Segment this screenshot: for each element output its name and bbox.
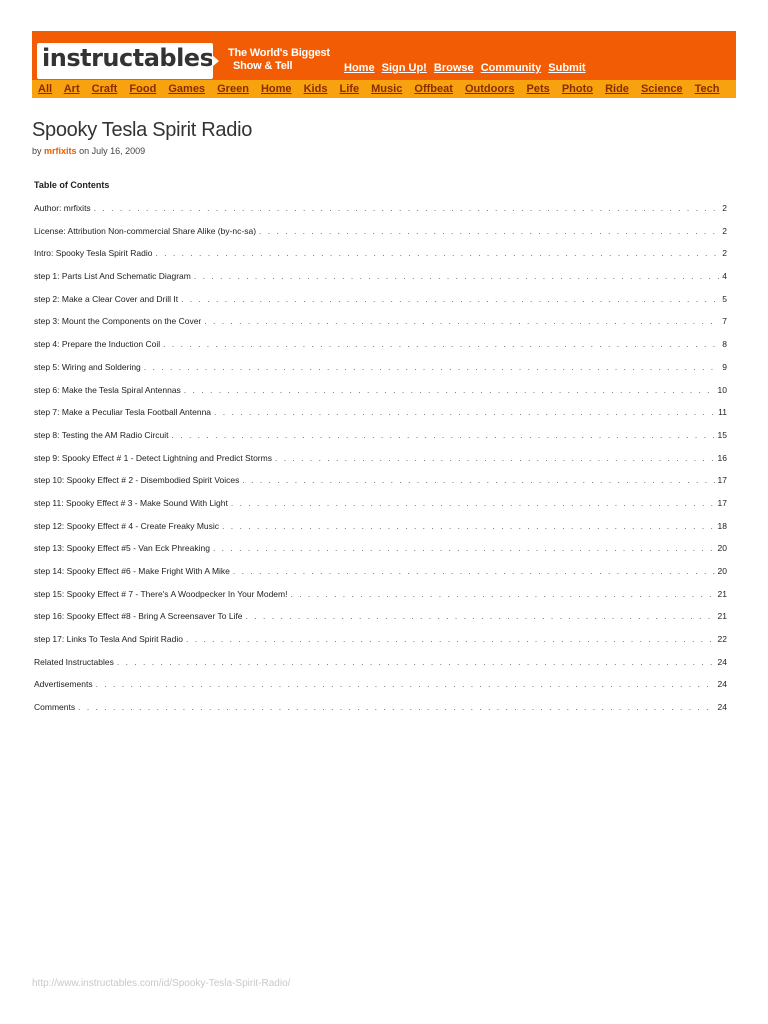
toc-entry[interactable] — [34, 498, 727, 521]
nav-link-home[interactable]: Home — [344, 62, 375, 74]
toc-entry[interactable] — [34, 521, 727, 544]
toc-leader-dots — [231, 498, 715, 508]
toc-leader-dots — [204, 316, 719, 326]
category-link-pets[interactable]: Pets — [526, 83, 550, 95]
toc-entry[interactable] — [34, 589, 727, 612]
toc-entry[interactable] — [34, 294, 727, 317]
toc-entry-label: step 9: Spooky Effect # 1 - Detect Lightning and Predict Storms — [34, 452, 272, 463]
nav-link-submit[interactable]: Submit — [548, 62, 586, 74]
toc-leader-dots — [246, 611, 715, 621]
toc-leader-dots — [242, 475, 714, 485]
toc-leader-dots — [94, 203, 720, 213]
toc-entry-label: step 15: Spooky Effect # 7 - There's A Woodpecker In Your Modem! — [34, 588, 288, 599]
nav-link-sign-up[interactable]: Sign Up! — [381, 62, 427, 74]
toc-entry[interactable] — [34, 362, 727, 385]
toc-leader-dots — [222, 521, 714, 531]
toc-entry[interactable] — [34, 385, 727, 408]
toc-page-number: 18 — [717, 520, 727, 531]
toc-entry-label: Related Instructables — [34, 656, 114, 667]
category-link-all[interactable]: All — [38, 83, 53, 95]
toc-entry-label: step 4: Prepare the Induction Coil — [34, 339, 161, 350]
category-link-home[interactable]: Home — [260, 83, 292, 95]
table-of-contents — [34, 203, 727, 725]
toc-entry[interactable] — [34, 430, 727, 453]
toc-page-number: 17 — [717, 475, 727, 486]
toc-entry-label: Intro: Spooky Tesla Spirit Radio — [34, 248, 153, 259]
toc-entry[interactable] — [34, 339, 727, 362]
toc-leader-dots — [184, 385, 715, 395]
category-link-tech[interactable]: Tech — [694, 83, 720, 95]
toc-page-number: 17 — [717, 497, 727, 508]
byline — [32, 146, 145, 156]
toc-page-number: 2 — [722, 248, 727, 259]
toc-entry[interactable] — [34, 453, 727, 476]
toc-entry[interactable] — [34, 271, 727, 294]
logo-text: instructables — [42, 44, 214, 72]
toc-entry-label: License: Attribution Non-commercial Share Alike (by-nc-sa) — [34, 225, 257, 236]
category-link-offbeat[interactable]: Offbeat — [414, 83, 453, 95]
toc-entry-label: step 10: Spooky Effect # 2 - Disembodied Spirit Voices — [34, 475, 240, 486]
toc-leader-dots — [144, 362, 719, 372]
toc-page-number: 5 — [722, 293, 727, 304]
toc-leader-dots — [96, 679, 715, 689]
nav-link-browse[interactable]: Browse — [433, 62, 474, 74]
toc-page-number: 7 — [722, 316, 727, 327]
toc-entry[interactable] — [34, 611, 727, 634]
category-link-green[interactable]: Green — [217, 83, 249, 95]
toc-leader-dots — [78, 702, 714, 712]
toc-leader-dots — [213, 543, 715, 553]
toc-entry[interactable] — [34, 407, 727, 430]
toc-entry-label: step 6: Make the Tesla Spiral Antennas — [34, 384, 181, 395]
toc-entry[interactable] — [34, 316, 727, 339]
toc-entry[interactable] — [34, 248, 727, 271]
toc-leader-dots — [117, 657, 715, 667]
category-link-outdoors[interactable]: Outdoors — [464, 83, 515, 95]
site-logo[interactable] — [37, 43, 213, 79]
toc-leader-dots — [186, 634, 715, 644]
publish-date: on July 16, 2009 — [79, 146, 146, 156]
toc-page-number: 4 — [722, 271, 727, 282]
toc-leader-dots — [172, 430, 715, 440]
toc-page-number: 22 — [717, 634, 727, 645]
category-link-art[interactable]: Art — [63, 83, 80, 95]
top-nav — [344, 62, 590, 74]
author-link[interactable]: mrfixits — [44, 146, 77, 156]
toc-entry-label: Advertisements — [34, 679, 93, 690]
category-bar — [32, 80, 736, 98]
toc-leader-dots — [155, 248, 719, 258]
toc-leader-dots — [259, 226, 719, 236]
toc-entry[interactable] — [34, 475, 727, 498]
category-link-science[interactable]: Science — [640, 83, 683, 95]
toc-page-number: 8 — [722, 339, 727, 350]
toc-page-number: 20 — [717, 566, 727, 576]
toc-page-number: 24 — [717, 679, 727, 690]
toc-entry-label: step 8: Testing the AM Radio Circuit — [34, 429, 169, 440]
toc-entry-label: step 12: Spooky Effect # 4 - Create Freaky Music — [34, 520, 220, 531]
toc-entry[interactable] — [34, 543, 727, 566]
toc-entry-label: step 2: Make a Clear Cover and Drill It — [34, 293, 179, 304]
toc-page-number: 21 — [717, 611, 727, 622]
tagline — [228, 47, 330, 73]
tagline-line-2: Show & Tell — [233, 60, 293, 72]
category-link-ride[interactable]: Ride — [605, 83, 629, 95]
toc-leader-dots — [194, 271, 719, 281]
toc-entry[interactable] — [34, 203, 727, 226]
toc-page-number: 21 — [717, 588, 727, 599]
toc-entry-label: step 13: Spooky Effect #5 - Van Eck Phreaking — [34, 543, 210, 554]
toc-entry-label: step 16: Spooky Effect #8 - Bring A Screensaver To Life — [34, 611, 243, 622]
toc-entry[interactable] — [34, 679, 727, 702]
toc-entry[interactable] — [34, 226, 727, 249]
toc-entry-label: step 5: Wiring and Soldering — [34, 361, 141, 372]
toc-page-number: 2 — [722, 225, 727, 236]
category-link-life[interactable]: Life — [339, 83, 360, 95]
toc-entry-label: step 1: Parts List And Schematic Diagram — [34, 271, 191, 282]
toc-page-number: 15 — [717, 429, 727, 440]
toc-leader-dots — [181, 294, 719, 304]
toc-entry-label: step 3: Mount the Components on the Cover — [34, 316, 202, 327]
logo-pointer — [212, 55, 219, 67]
toc-page-number: 10 — [717, 384, 727, 395]
toc-entry[interactable] — [34, 566, 727, 589]
toc-entry-label: Comments — [34, 702, 76, 713]
toc-entry-label: step 11: Spooky Effect # 3 - Make Sound With Light — [34, 497, 228, 508]
toc-page-number: 24 — [717, 656, 727, 667]
category-link-games[interactable]: Games — [168, 83, 206, 95]
toc-page-number: 24 — [717, 702, 727, 713]
toc-heading: Table of Contents — [34, 180, 110, 190]
toc-entry[interactable] — [34, 657, 727, 680]
category-link-craft[interactable]: Craft — [91, 83, 118, 95]
category-link-kids[interactable]: Kids — [303, 83, 328, 95]
toc-leader-dots — [275, 453, 715, 463]
toc-entry-label: Author: mrfixits — [34, 203, 91, 213]
toc-leader-dots — [163, 339, 719, 349]
page-title: Spooky Tesla Spirit Radio — [32, 119, 253, 141]
toc-leader-dots — [214, 407, 715, 417]
category-link-food[interactable]: Food — [129, 83, 157, 95]
nav-link-community[interactable]: Community — [480, 62, 542, 74]
toc-page-number: 9 — [722, 361, 727, 372]
tagline-line-1: The World's Biggest — [228, 47, 330, 59]
toc-entry[interactable] — [34, 634, 727, 657]
toc-leader-dots — [233, 566, 715, 576]
toc-page-number: 16 — [717, 452, 727, 463]
byline-prefix: by — [32, 146, 42, 156]
toc-page-number: 2 — [722, 203, 727, 213]
toc-page-number: 11 — [718, 407, 727, 418]
category-link-photo[interactable]: Photo — [561, 83, 593, 95]
toc-entry[interactable] — [34, 702, 727, 725]
footer-url[interactable]: http://www.instructables.com/id/Spooky-Tesla-Spirit-Radio/ — [32, 978, 291, 989]
category-link-music[interactable]: Music — [371, 83, 403, 95]
toc-entry-label: step 14: Spooky Effect #6 - Make Fright With A Mike — [34, 566, 230, 576]
toc-leader-dots — [290, 589, 714, 599]
toc-page-number: 20 — [717, 543, 727, 554]
toc-entry-label: step 7: Make a Peculiar Tesla Football Antenna — [34, 407, 212, 418]
toc-entry-label: step 17: Links To Tesla And Spirit Radio — [34, 634, 183, 645]
